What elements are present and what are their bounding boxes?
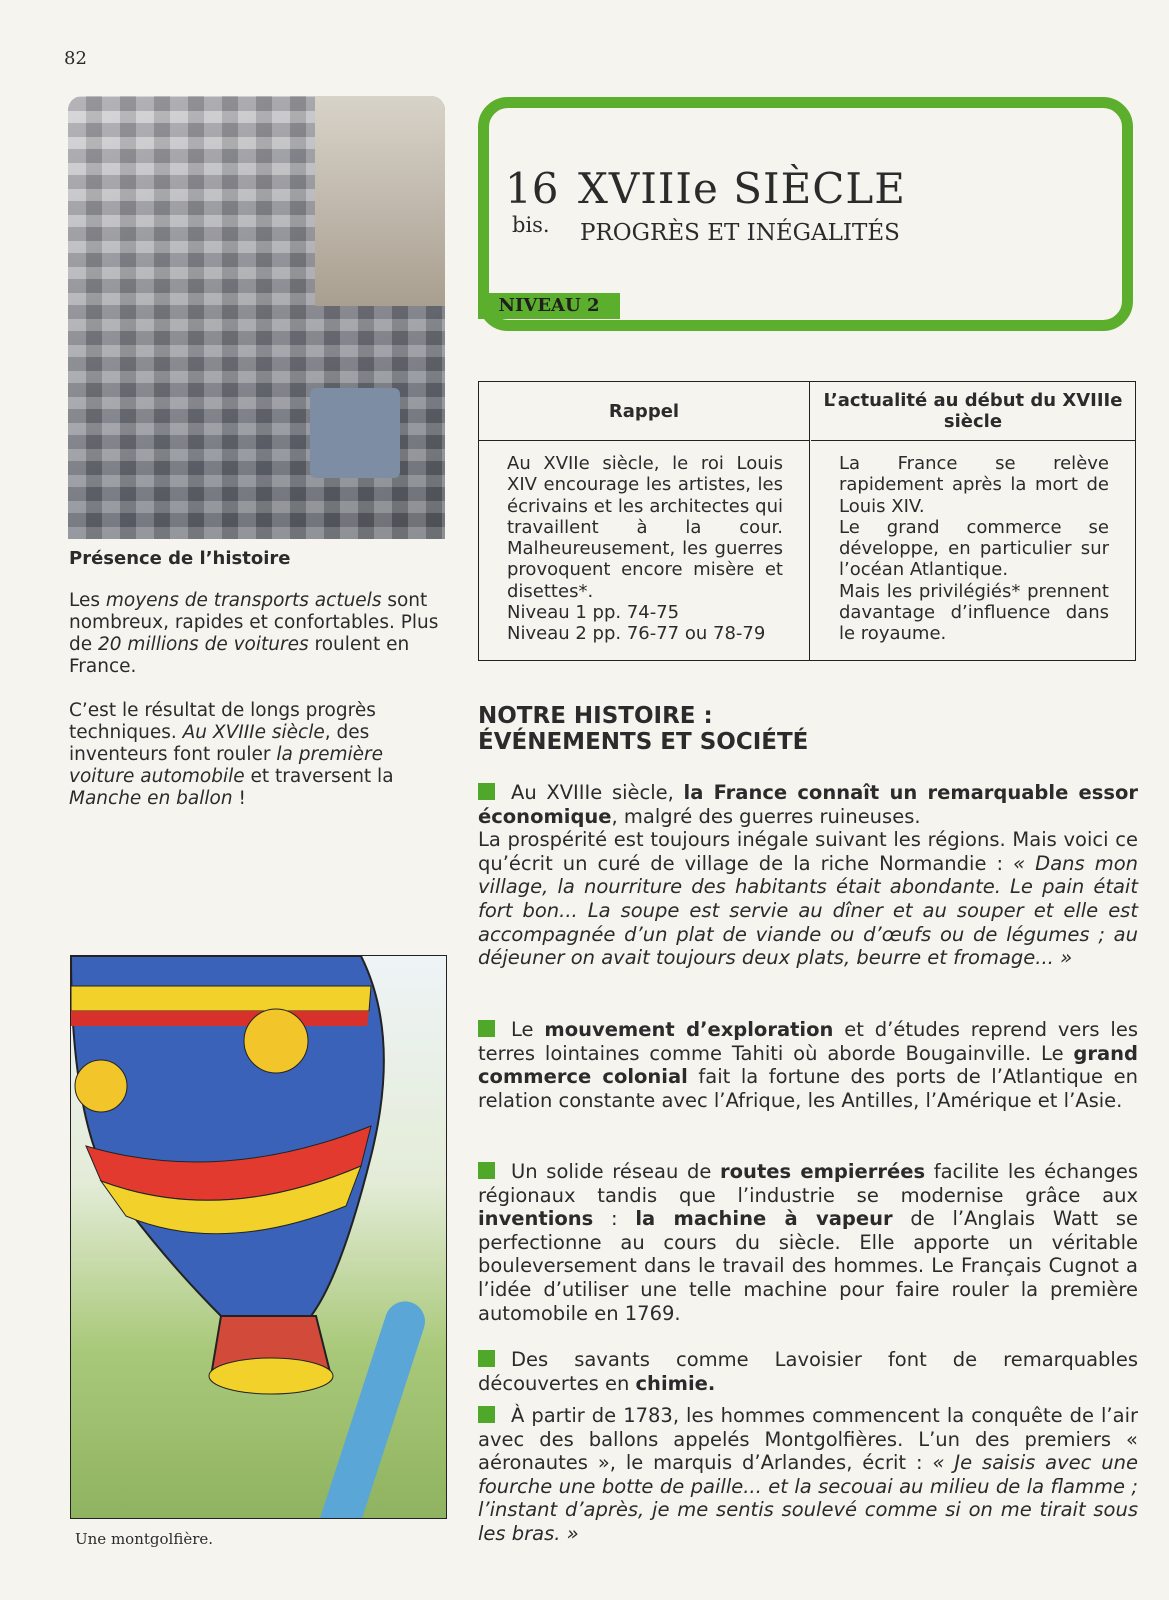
bullet-square-icon: [478, 1162, 495, 1179]
bus-shape: [310, 388, 400, 478]
paragraph-economy: Au XVIIIe siècle, la France connaît un remarquable essor économique, malgré des guerres ruineuses. La prospérité est toujours inégale suivant les régions. Mais voici ce qu’écrit un curé de village de la riche Normandie : « Dans mon village, la nourriture des habitants était abondante. Le pain était fort bon... La soupe est servie au dîner et au souper et elle est accompagnée d’un plat de viande ou d’œufs ou de légumes ; au déjeuner on avait toujours deux plats, beurre et fromage... »: [478, 781, 1138, 970]
table-header-right: L’actualité au début du XVIIIe siècle: [811, 382, 1135, 441]
table-header-left: Rappel: [479, 382, 809, 441]
traffic-photo: [68, 96, 445, 539]
montgolfier-illustration: [70, 955, 447, 1519]
caption-paragraph-1: Les moyens de transports actuels sont nombreux, rapides et confortables. Plus de 20 millions de voitures roulent en France.: [69, 590, 439, 677]
table-cell-right: La France se relève rapidement après la mort de Louis XIV. Le grand commerce se développe, en particulier sur l’océan Atlantique. Mais les privilégiés* prennent davantage d’influence dans le royaume.: [839, 453, 1109, 645]
paragraph-exploration: Le mouvement d’exploration et d’études reprend vers les terres lointaines comme Tahiti où aborde Bougainville. Le grand commerce colonial fait la fortune des ports de l’Atlantique en relation constante avec l’Afrique, les Antilles, l’Amérique et l’Asie.: [478, 1018, 1139, 1112]
paragraph-balloons: À partir de 1783, les hommes commencent la conquête de l’air avec des ballons appelés Montgolfières. L’un des premiers « aéronautes », le marquis d’Arlandes, écrit : « Je saisis avec une fourche une botte de paille... et la secouai au milieu de la flamme ; l’instant d’après, je me sentis soulevé comme si on me tirait sous les bras. »: [478, 1404, 1139, 1545]
photo-caption-title: Présence de l’histoire: [69, 548, 291, 569]
chapter-number: 16: [505, 164, 559, 213]
chapter-bis: bis.: [512, 213, 550, 237]
table-column-right: [811, 382, 1135, 660]
illustration-caption: Une montgolfière.: [75, 1530, 214, 1548]
page-number: 82: [64, 48, 87, 69]
caption-paragraph-2: C’est le résultat de longs progrès techniques. Au XVIIIe siècle, des inventeurs font rouler la première voiture automobile et traversent la Manche en ballon !: [69, 700, 394, 809]
bullet-square-icon: [478, 1020, 495, 1037]
chapter-title: XVIIIe SIÈCLE: [578, 164, 906, 213]
level-badge: NIVEAU 2: [478, 293, 620, 319]
building-shape: [315, 96, 445, 306]
paragraph-inventions: Un solide réseau de routes empierrées facilite les échanges régionaux tandis que l’industrie se modernise grâce aux inventions : la machine à vapeur de l’Anglais Watt se perfectionne au cours du siècle. Elle apporte un véritable bouleversement dans le travail des hommes. Le Français Cugnot a l’idée d’utiliser une telle machine pour faire rouler la première automobile en 1769.: [478, 1160, 1138, 1325]
recap-table: [478, 381, 1136, 661]
bullet-square-icon: [478, 1406, 495, 1423]
paragraph-chemistry: Des savants comme Lavoisier font de remarquables découvertes en chimie.: [478, 1348, 1138, 1395]
balloon-drawing: [71, 956, 446, 1518]
chapter-subtitle: PROGRÈS ET INÉGALITÉS: [580, 220, 900, 246]
table-column-left: [479, 382, 810, 660]
photo-caption-body: [69, 590, 454, 832]
table-cell-left: Au XVIIe siècle, le roi Louis XIV encourage les artistes, les écrivains et les architectes qui travaillent à la cour. Malheureusement, les guerres provoquent encore misère et disettes*. Niveau 1 pp. 74-75 Niveau 2 pp. 76-77 ou 78-79: [507, 453, 783, 645]
section-heading: NOTRE HISTOIRE : ÉVÉNEMENTS ET SOCIÉTÉ: [478, 703, 809, 755]
bullet-square-icon: [478, 783, 495, 800]
bullet-square-icon: [478, 1350, 495, 1367]
